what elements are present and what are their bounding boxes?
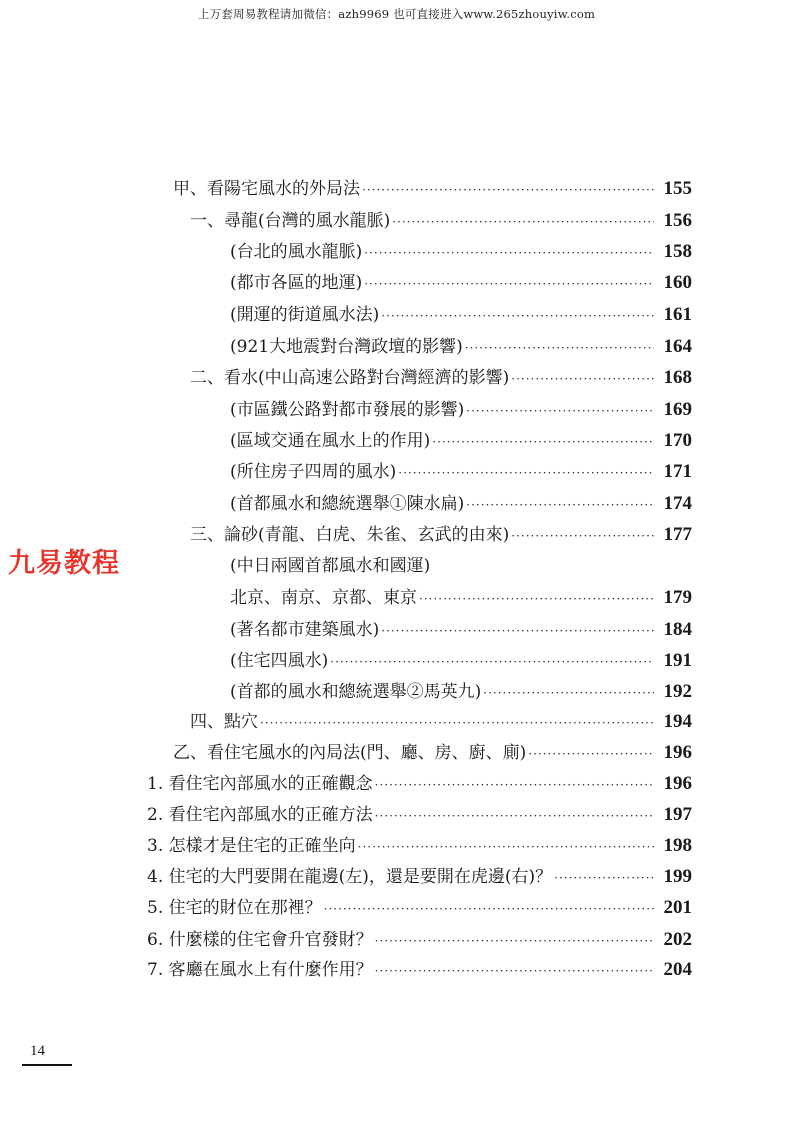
toc-entry[interactable] [230, 551, 692, 582]
dot-leader [392, 215, 654, 229]
toc-entry-page: 160 [663, 272, 692, 293]
toc-entry-label: (921大地震對台灣政壇的影響) [230, 337, 463, 357]
toc-entry[interactable] [147, 831, 692, 862]
dot-leader [260, 716, 654, 730]
toc-entry-label: 7. 客廳在風水上有什麼作用？ [147, 960, 373, 980]
toc-entry-page: 168 [663, 367, 692, 388]
toc-entry[interactable] [230, 489, 692, 520]
toc-entry-page: 156 [663, 210, 692, 231]
dot-leader [364, 277, 654, 291]
toc-entry-label: 3. 怎樣才是住宅的正確坐向 [147, 836, 356, 856]
toc-entry-label: (首都的風水和總統選舉②馬英九) [230, 682, 482, 702]
toc-entry-page: 171 [663, 461, 692, 482]
toc-entry-label: 北京、南京、京都、東京 [230, 588, 417, 608]
dot-leader [375, 964, 654, 978]
toc-entry-label: 乙、看住宅風水的內局法(門、廳、房、廚、廁) [173, 743, 527, 763]
toc-entry[interactable] [230, 677, 692, 708]
toc-entry-label: (住宅四風水) [230, 651, 329, 671]
header-watermark: 上万套周易教程请加微信：azh9969 也可直接进入www.265zhouyiw.com [197, 7, 596, 21]
toc-entry-page: 179 [663, 587, 692, 608]
side-watermark-logo: 九易教程 [8, 548, 120, 579]
toc-entry[interactable] [173, 738, 692, 769]
toc-entry[interactable] [230, 646, 692, 677]
dot-leader [511, 529, 654, 543]
toc-entry[interactable] [190, 363, 692, 394]
toc-entry-page: 155 [663, 178, 692, 199]
toc-entry-page: 192 [663, 681, 692, 702]
toc-entry[interactable] [230, 237, 692, 268]
dot-leader [511, 372, 654, 386]
toc-entry-label: 5. 住宅的財位在那裡？ [147, 898, 322, 918]
toc-entry-page: 199 [663, 866, 692, 887]
toc-entry[interactable] [147, 800, 692, 831]
dot-leader [375, 809, 654, 823]
dot-leader [381, 309, 654, 323]
toc-entry-label: 2. 看住宅內部風水的正確方法 [147, 805, 373, 825]
dot-leader [358, 840, 654, 854]
toc-entry-page: 204 [663, 959, 692, 980]
dot-leader [362, 183, 654, 197]
toc-entry-page: 164 [663, 336, 692, 357]
toc-entry-label: (所住房子四周的風水) [230, 462, 397, 482]
toc-entry-page: 158 [663, 241, 692, 262]
toc-entry-label: 6. 什麼樣的住宅會升官發財？ [147, 930, 373, 950]
toc-entry-label: (中日兩國首都風水和國運) [230, 556, 431, 576]
dot-leader [483, 686, 654, 700]
toc-entry-page: 202 [663, 929, 692, 950]
toc-entry-label: (區域交通在風水上的作用) [230, 431, 431, 451]
toc-entry-label: 甲、看陽宅風水的外局法 [173, 179, 360, 199]
toc-entry[interactable] [190, 520, 692, 551]
toc-entry-page: 191 [663, 650, 692, 671]
toc-entry[interactable] [190, 206, 692, 237]
toc-entry-page: 177 [663, 524, 692, 545]
dot-leader [330, 655, 654, 669]
toc-entry[interactable] [230, 426, 692, 457]
dot-leader [375, 934, 654, 948]
toc-entry-page: 201 [663, 897, 692, 918]
toc-entry[interactable] [230, 300, 692, 331]
toc-entry-label: (首都風水和總統選舉①陳水扁) [230, 494, 465, 514]
toc-entry-page: 196 [663, 773, 692, 794]
dot-leader [528, 747, 654, 761]
dot-leader [324, 902, 654, 916]
dot-leader [466, 404, 654, 418]
toc-entry[interactable] [147, 769, 692, 800]
toc-entry-label: (台北的風水龍脈) [230, 242, 363, 262]
dot-leader [364, 246, 654, 260]
dot-leader [554, 871, 654, 885]
toc-entry-label: 4. 住宅的大門要開在龍邊(左)，還是要開在虎邊(右)？ [147, 867, 553, 887]
dot-leader [419, 592, 654, 606]
toc-entry-page: 161 [663, 304, 692, 325]
toc-entry[interactable] [147, 862, 692, 893]
toc-entry[interactable] [147, 955, 692, 986]
toc-entry-page: 170 [663, 430, 692, 451]
dot-leader [381, 624, 654, 638]
toc-entry[interactable] [147, 893, 692, 924]
toc-entry-label: (都市各區的地運) [230, 273, 363, 293]
toc-entry-page: 197 [663, 804, 692, 825]
toc-entry[interactable] [173, 174, 692, 205]
toc-entry-label: (著名都市建築風水) [230, 620, 380, 640]
page-number: 14 [30, 1043, 45, 1059]
toc-entry[interactable] [230, 615, 692, 646]
toc-entry-label: (開運的街道風水法) [230, 305, 380, 325]
toc-entry-page: 196 [663, 742, 692, 763]
toc-entry-page: 194 [663, 711, 692, 732]
toc-entry-label: 三、論砂(青龍、白虎、朱雀、玄武的由來) [190, 525, 510, 545]
toc-entry-page: 184 [663, 619, 692, 640]
toc-entry[interactable] [230, 583, 692, 614]
dot-leader [375, 778, 654, 792]
toc-entry-label: 四、點穴 [190, 712, 258, 732]
dot-leader [466, 498, 654, 512]
toc-entry-label: 一、尋龍(台灣的風水龍脈) [190, 211, 391, 231]
footer-rule [22, 1064, 72, 1066]
toc-entry-label: (市區鐵公路對都市發展的影響) [230, 400, 465, 420]
toc-entry[interactable] [230, 268, 692, 299]
toc-entry[interactable] [147, 925, 692, 956]
toc-entry-page: 169 [663, 399, 692, 420]
dot-leader [398, 466, 654, 480]
toc-entry-page: 174 [663, 493, 692, 514]
toc-entry-page: 198 [663, 835, 692, 856]
dot-leader [432, 435, 654, 449]
dot-leader [465, 341, 654, 355]
toc-entry[interactable] [190, 707, 692, 738]
toc-entry[interactable] [230, 332, 692, 363]
toc-entry-label: 二、看水(中山高速公路對台灣經濟的影響) [190, 368, 510, 388]
toc-entry[interactable] [230, 395, 692, 426]
toc-entry-label: 1. 看住宅內部風水的正確觀念 [147, 774, 373, 794]
toc-entry[interactable] [230, 457, 692, 488]
